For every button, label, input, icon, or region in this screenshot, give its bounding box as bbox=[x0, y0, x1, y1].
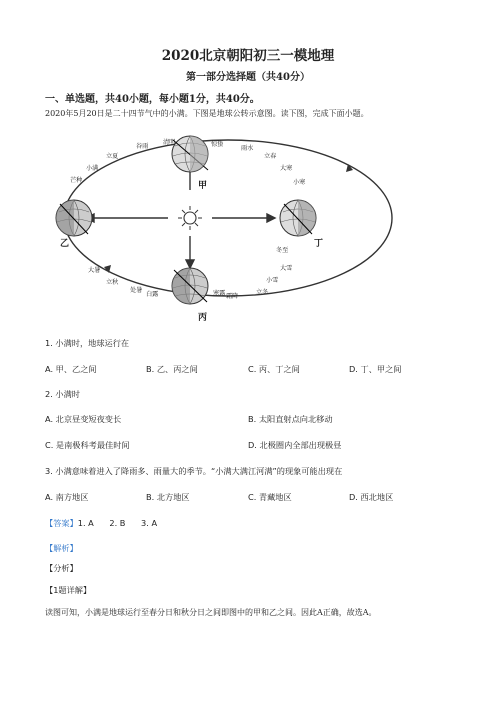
term-label: 立秋 bbox=[106, 279, 119, 286]
term-label: 冬至 bbox=[276, 247, 289, 254]
term-label: 谷雨 bbox=[136, 143, 149, 150]
part-heading: 第一部分选择题（共40分） bbox=[186, 72, 310, 83]
term-label: 大寒 bbox=[280, 165, 293, 172]
term-label: 立冬 bbox=[256, 289, 269, 296]
answer-line bbox=[45, 518, 157, 529]
term-label: 芒种 bbox=[70, 177, 83, 184]
answer-label: 【答案】 bbox=[45, 518, 78, 528]
label-jia: 甲 bbox=[198, 181, 208, 191]
term-label: 立夏 bbox=[106, 153, 119, 160]
fenxi-label: 【分析】 bbox=[45, 563, 78, 573]
question-1-stem: 1. 小满时，地球运行在 bbox=[45, 338, 130, 348]
term-label: 惊蛰 bbox=[211, 141, 224, 148]
sun-rays bbox=[86, 154, 275, 268]
label-ding: 丁 bbox=[314, 239, 324, 249]
term-label: 雨水 bbox=[241, 145, 254, 152]
term-label: 白露 bbox=[146, 291, 159, 298]
earth-revolution-diagram bbox=[48, 126, 408, 334]
detail-text: 读图可知，小满是地球运行至春分日和秋分日之间即图中的甲和乙之间。因此A正确，故选A。 bbox=[45, 608, 377, 617]
term-label: 处暑 bbox=[130, 287, 143, 294]
q3-option-c: C. 青藏地区 bbox=[248, 492, 292, 502]
question-3-stem: 3. 小满意味着进入了降雨多、雨量大的季节。“小满大满江河满”的现象可能出现在 bbox=[45, 466, 343, 476]
term-label: 小寒 bbox=[293, 179, 306, 186]
sun-icon bbox=[178, 206, 202, 230]
q1-option-d: D. 丁、甲之间 bbox=[349, 364, 402, 374]
term-label: 立春 bbox=[264, 153, 277, 160]
section-heading: 一、单选题，共40小题，每小题1分，共40分。 bbox=[45, 94, 260, 105]
q1-option-a: A. 甲、乙之间 bbox=[45, 364, 97, 374]
label-bing: 丙 bbox=[198, 313, 208, 323]
globe-yi-icon bbox=[56, 200, 92, 236]
page-title: 2020北京朝阳初三一模地理 bbox=[161, 48, 335, 64]
answer-text: 1. A 2. B 3. A bbox=[77, 518, 158, 528]
detail-label: 【1题详解】 bbox=[45, 585, 92, 595]
term-label: 霜降 bbox=[226, 293, 239, 300]
term-label: 小满 bbox=[86, 165, 99, 172]
q1-option-b: B. 乙、丙之间 bbox=[146, 364, 198, 374]
question-2-stem: 2. 小满时 bbox=[45, 389, 80, 399]
term-label: 清明 bbox=[163, 139, 176, 146]
globe-bing-icon bbox=[172, 268, 208, 304]
q2-option-c: C. 是南极科考最佳时间 bbox=[45, 440, 130, 450]
q3-option-b: B. 北方地区 bbox=[146, 492, 190, 502]
globe-ding-icon bbox=[280, 200, 316, 236]
term-label: 大雪 bbox=[280, 265, 293, 272]
analysis-label: 【解析】 bbox=[45, 543, 78, 553]
q1-option-c: C. 丙、丁之间 bbox=[248, 364, 300, 374]
term-label: 小雪 bbox=[266, 277, 279, 284]
q2-option-d: D. 北极圈内全部出现极昼 bbox=[248, 440, 342, 450]
globe-jia-icon bbox=[172, 136, 208, 172]
q2-option-a: A. 北京昼变短夜变长 bbox=[45, 414, 122, 424]
q3-option-d: D. 西北地区 bbox=[349, 492, 394, 502]
intro-text: 2020年5月20日是二十四节气中的小满。下图是地球公转示意图。读下图，完成下面小题。 bbox=[45, 109, 369, 118]
term-label: 大暑 bbox=[88, 267, 101, 274]
label-yi: 乙 bbox=[60, 239, 70, 249]
term-label: 寒露 bbox=[213, 290, 226, 297]
q3-option-a: A. 南方地区 bbox=[45, 492, 89, 502]
q2-option-b: B. 太阳直射点向北移动 bbox=[248, 414, 333, 424]
